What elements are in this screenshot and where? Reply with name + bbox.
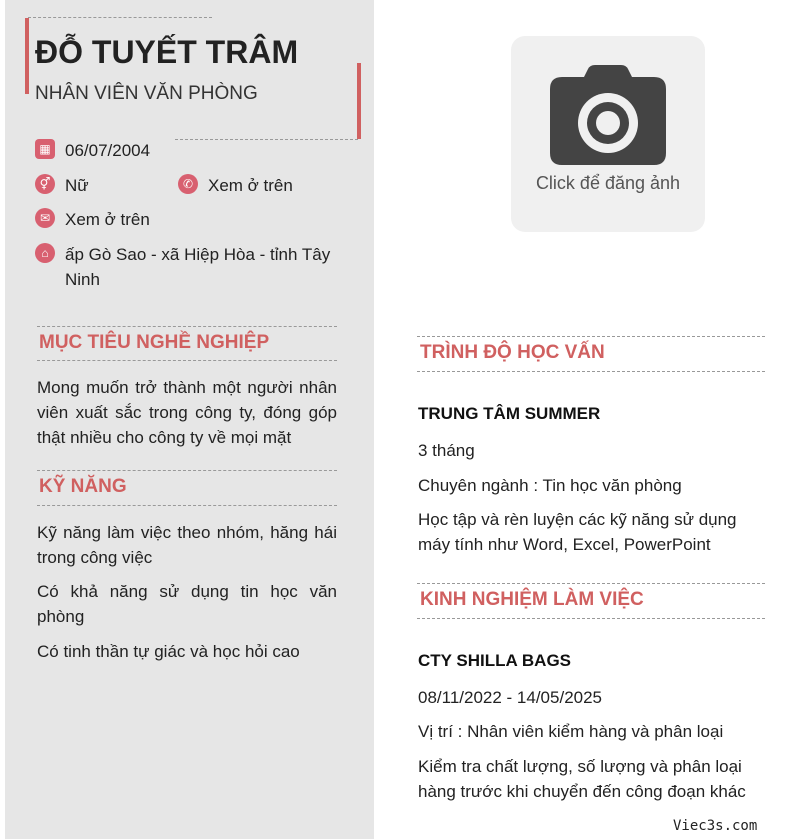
skill-item: Có khả năng sử dụng tin học văn phòng: [37, 582, 337, 626]
divider: [37, 360, 337, 361]
education-major: Chuyên ngành : Tin học văn phòng: [418, 476, 682, 495]
email-icon: ✉: [35, 208, 55, 228]
section-title-skills: KỸ NĂNG: [39, 476, 127, 497]
section-title-objective: MỤC TIÊU NGHỀ NGHIỆP: [39, 332, 270, 353]
section-title-education: TRÌNH ĐỘ HỌC VẤN: [420, 342, 605, 363]
divider: [417, 371, 765, 372]
birthday: 06/07/2004: [65, 141, 151, 160]
home-icon: ⌂: [35, 243, 55, 263]
camera-icon: [550, 65, 666, 165]
photo-upload[interactable]: [511, 36, 705, 232]
divider: [28, 17, 212, 18]
skill-item: Có tinh thần tự giác và học hỏi cao: [37, 642, 300, 661]
email: Xem ở trên: [65, 210, 150, 229]
education-description: Học tập và rèn luyện các kỹ năng sử dụng máy tính như Word, Excel, PowerPoint: [418, 510, 737, 554]
full-name: ĐỖ TUYẾT TRÂM: [35, 34, 299, 70]
job-title: NHÂN VIÊN VĂN PHÒNG: [35, 83, 258, 104]
divider: [417, 583, 765, 584]
experience-period: 08/11/2022 - 14/05/2025: [418, 688, 603, 707]
education-duration: 3 tháng: [418, 441, 475, 460]
divider: [37, 470, 337, 471]
divider: [37, 326, 337, 327]
divider: [417, 618, 765, 619]
objective-text: Mong muốn trở thành một người nhân viên xuất sắc trong công ty, đóng góp thật nhiều cho công ty về mọi mặt: [37, 378, 337, 447]
gender-icon: ⚥: [35, 174, 55, 194]
divider: [417, 336, 765, 337]
accent-bar: [25, 18, 29, 94]
skill-item: Kỹ năng làm việc theo nhóm, hăng hái trong công việc: [37, 523, 337, 567]
divider: [37, 505, 337, 506]
watermark: Viec3s.com: [673, 818, 758, 834]
gender: Nữ: [65, 176, 89, 195]
school-name: TRUNG TÂM SUMMER: [418, 404, 601, 423]
experience-description: Kiểm tra chất lượng, số lượng và phân loại hàng trước khi chuyển đến công đoạn khác: [418, 757, 746, 801]
company-name: CTY SHILLA BAGS: [418, 651, 572, 670]
address: ấp Gò Sao - xã Hiệp Hòa - tỉnh Tây Ninh: [65, 245, 331, 289]
calendar-icon: ▦: [35, 139, 55, 159]
photo-upload-label: Click để đăng ảnh: [535, 173, 681, 193]
section-title-experience: KINH NGHIỆM LÀM VIỆC: [420, 589, 644, 610]
accent-bar: [357, 63, 361, 139]
divider: [175, 139, 358, 140]
phone: Xem ở trên: [208, 176, 293, 195]
experience-position: Vị trí : Nhân viên kiểm hàng và phân loại: [418, 722, 724, 741]
phone-icon: ✆: [178, 174, 198, 194]
